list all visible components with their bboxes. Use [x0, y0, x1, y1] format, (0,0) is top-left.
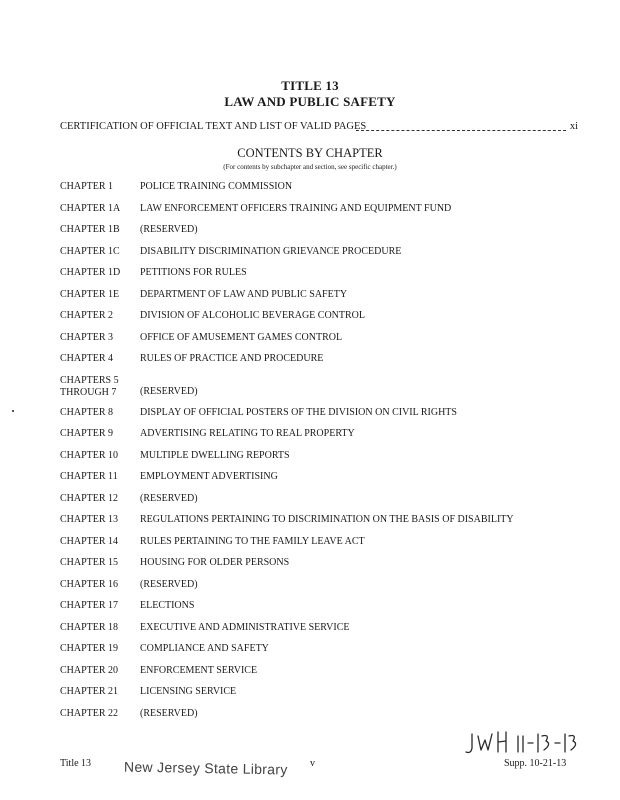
chapter-number: CHAPTER 20 — [60, 664, 119, 676]
chapter-row — [60, 353, 560, 375]
chapter-row — [60, 332, 560, 354]
chapter-row — [60, 686, 560, 708]
chapter-number: CHAPTER 18 — [60, 621, 119, 633]
chapter-row — [60, 665, 560, 687]
chapter-number: CHAPTER 4 — [60, 353, 114, 364]
chapter-title: HOUSING FOR OLDER PERSONS — [140, 557, 290, 568]
chapter-number: CHAPTER 1B — [60, 224, 120, 235]
chapter-row — [60, 181, 560, 203]
chapter-number: CHAPTER 1D — [60, 267, 121, 278]
chapter-title: EXECUTIVE AND ADMINISTRATIVE SERVICE — [140, 621, 350, 633]
chapter-row — [60, 579, 560, 601]
chapter-row — [60, 407, 560, 429]
chapter-number: CHAPTER 3 — [60, 331, 114, 343]
chapter-number: CHAPTER 1C — [60, 245, 120, 257]
chapter-title: ADVERTISING RELATING TO REAL PROPERTY — [140, 428, 355, 439]
dot-leader — [356, 130, 566, 131]
footer-page-number: v — [310, 758, 315, 769]
title-block — [0, 78, 620, 110]
chapter-number: CHAPTER 19 — [60, 643, 119, 654]
chapter-title: RULES OF PRACTICE AND PROCEDURE — [140, 353, 324, 364]
chapter-title: LICENSING SERVICE — [140, 686, 237, 697]
chapter-number: CHAPTER 15 — [60, 557, 119, 568]
chapter-title: MULTIPLE DWELLING REPORTS — [140, 449, 290, 461]
chapter-title: RULES PERTAINING TO THE FAMILY LEAVE ACT — [140, 535, 365, 547]
chapter-number: CHAPTER 1E — [60, 288, 120, 300]
chapter-number: CHAPTER 17 — [60, 600, 119, 611]
chapter-row — [60, 557, 560, 579]
chapter-row — [60, 493, 560, 515]
chapter-number: CHAPTER 10 — [60, 449, 119, 461]
footer-title: Title 13 — [60, 758, 92, 769]
chapter-number: CHAPTER 1A — [60, 202, 121, 214]
certification-text: CERTIFICATION OF OFFICIAL TEXT AND LIST OF VALID PAGES — [60, 121, 367, 132]
chapter-title: EMPLOYMENT ADVERTISING — [140, 471, 278, 482]
scan-speck — [12, 410, 14, 412]
chapter-title: (RESERVED) — [140, 492, 198, 504]
chapter-number: CHAPTER 11 — [60, 471, 118, 482]
chapter-number: CHAPTER 8 — [60, 406, 114, 418]
chapter-title: ENFORCEMENT SERVICE — [140, 664, 258, 676]
chapter-row — [60, 450, 560, 472]
certification-line — [60, 120, 580, 134]
chapter-row — [60, 203, 560, 225]
chapter-title: DISPLAY OF OFFICIAL POSTERS OF THE DIVISION ON CIVIL RIGHTS — [140, 406, 457, 418]
chapter-title: PETITIONS FOR RULES — [140, 267, 247, 278]
contents-heading: CONTENTS BY CHAPTER — [237, 146, 383, 160]
footer-supplement-date: Supp. 10-21-13 — [504, 758, 567, 769]
chapter-title: (RESERVED) — [140, 224, 198, 235]
chapter-row — [60, 267, 560, 289]
chapter-row — [60, 536, 560, 558]
certification-page-number: xi — [569, 121, 578, 132]
chapter-title: (RESERVED) — [140, 385, 198, 397]
chapter-row — [60, 708, 560, 730]
chapter-title: (RESERVED) — [140, 707, 198, 719]
chapter-number: CHAPTER 9 — [60, 428, 114, 439]
chapter-row — [60, 514, 560, 536]
chapter-number: CHAPTER 22 — [60, 707, 119, 719]
chapter-row — [60, 622, 560, 644]
chapter-title: DIVISION OF ALCOHOLIC BEVERAGE CONTROL — [140, 310, 365, 321]
chapter-list — [60, 181, 560, 729]
chapter-title: DISABILITY DISCRIMINATION GRIEVANCE PROCEDURE — [140, 245, 402, 257]
chapter-row — [60, 224, 560, 246]
chapter-row — [60, 246, 560, 268]
chapter-row — [60, 643, 560, 665]
chapter-number: CHAPTER 2 — [60, 310, 114, 321]
chapter-row — [60, 428, 560, 450]
chapter-title: OFFICE OF AMUSEMENT GAMES CONTROL — [140, 331, 343, 343]
chapter-title: LAW ENFORCEMENT OFFICERS TRAINING AND EQUIPMENT FUND — [140, 202, 452, 214]
chapter-title: DEPARTMENT OF LAW AND PUBLIC SAFETY — [140, 288, 348, 300]
chapter-number: CHAPTER 21 — [60, 686, 119, 697]
chapter-number: CHAPTER 13 — [60, 514, 119, 525]
chapter-title: POLICE TRAINING COMMISSION — [140, 181, 293, 192]
chapter-number: CHAPTER 16 — [60, 578, 119, 590]
chapter-row — [60, 600, 560, 622]
chapter-row — [60, 471, 560, 493]
chapter-title: REGULATIONS PERTAINING TO DISCRIMINATION ON THE BASIS OF DISABILITY — [140, 514, 514, 525]
contents-note: (For contents by subchapter and section, see specific chapter.) — [223, 163, 397, 171]
document-title: TITLE 13 — [281, 78, 339, 93]
chapter-number: CHAPTER 14 — [60, 535, 119, 547]
document-subtitle: LAW AND PUBLIC SAFETY — [224, 94, 396, 109]
chapter-number: CHAPTER 12 — [60, 492, 119, 504]
chapter-title: (RESERVED) — [140, 578, 198, 590]
contents-heading-block — [0, 146, 620, 172]
chapter-title: ELECTIONS — [140, 600, 195, 611]
chapter-number: CHAPTER 1 — [60, 181, 114, 192]
chapter-row — [60, 310, 560, 332]
chapter-row — [60, 375, 560, 407]
chapter-number: CHAPTERS 5 THROUGH 7 — [60, 374, 119, 398]
handwritten-initials — [462, 728, 592, 758]
library-stamp: New Jersey State Library — [123, 758, 288, 778]
chapter-title: COMPLIANCE AND SAFETY — [140, 643, 269, 654]
chapter-row — [60, 289, 560, 311]
